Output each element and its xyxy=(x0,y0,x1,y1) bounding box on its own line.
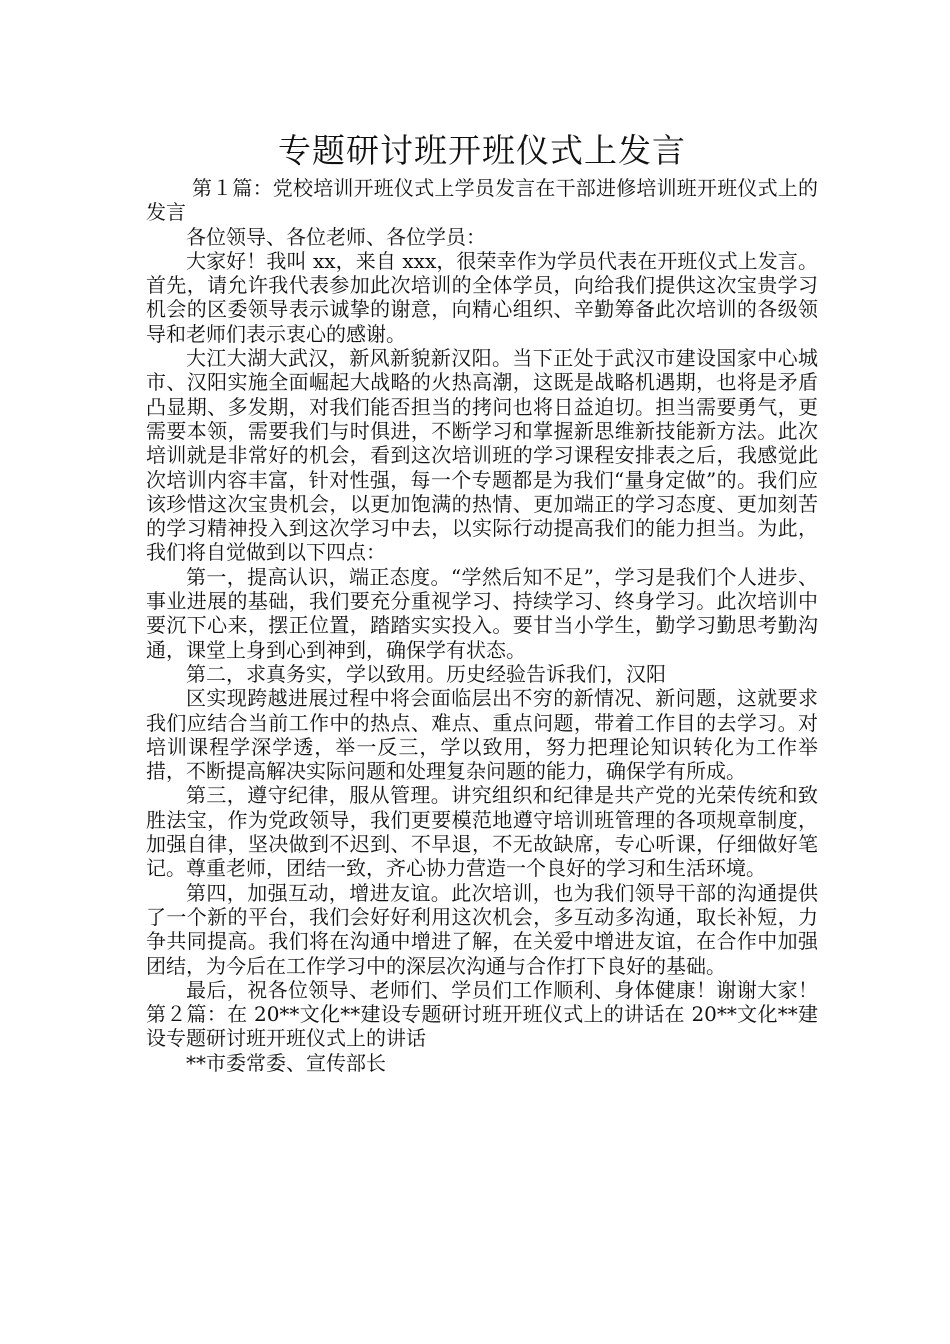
paragraph-speaker: **市委常委、宣传部长 xyxy=(186,1050,386,1075)
paragraph-greeting: 各位领导、各位老师、各位学员： xyxy=(186,224,486,249)
paragraph-point-one: 第一，提高认识，端正态度。“学然后知不足”，学习是我们个人进步、事业进展的基础，我们要充分重视学习、持续学习、终身学习。此次培训中要沉下心来，摆正位置，踏踏实实投入。要甘当小学生，勤学习勤思考勤沟通，课堂上身到心到神到，确保学有状态。 xyxy=(146,564,818,662)
paragraph-context: 大江大湖大武汉，新风新貌新汉阳。当下正处于武汉市建设国家中心城市、汉阳实施全面崛起大战略的火热高潮，这既是战略机遇期，也将是矛盾凸显期、多发期，对我们能否担当的拷问也将日益迫切。担当需要勇气，更需要本领，需要我们与时俱进，不断学习和掌握新思维新技能新方法。此次培训就是非常好的机会，看到这次培训班的学习课程安排表之后，我感觉此次培训内容丰富，针对性强，每一个专题都是为我们“量身定做”的。我们应该珍惜这次宝贵机会，以更加饱满的热情、更加端正的学习态度、更加刻苦的学习精神投入到这次学习中去，以实际行动提高我们的能力担当。为此，我们将自觉做到以下四点： xyxy=(146,346,818,565)
paragraph-intro: 大家好！我叫 xx，来自 xxx，很荣幸作为学员代表在开班仪式上发言。首先，请允许我代表参加此次培训的全体学员，向给我们提供这次宝贵学习机会的区委领导表示诚挚的谢意，向精心组织、辛勤筹备此次培训的各级领导和老师们表示衷心的感谢。 xyxy=(146,248,818,346)
paragraph-closing: 最后，祝各位领导、老师们、学员们工作顺利、身体健康！谢谢大家！第２篇：在 20**文化**建设专题研讨班开班仪式上的讲话在 20**文化**建设专题研讨班开班仪式上的讲话 xyxy=(146,977,818,1051)
paragraph-point-three: 第三，遵守纪律，服从管理。讲究组织和纪律是共产党的光荣传统和致胜法宝，作为党政领导，我们更要模范地遵守培训班管理的各项规章制度，加强自律，坚决做到不迟到、不早退，不无故缺席，专心听课，仔细做好笔记。尊重老师，团结一致，齐心协力营造一个良好的学习和生活环境。 xyxy=(146,783,818,881)
paragraph-point-two: 第二，求真务实，学以致用。历史经验告诉我们，汉阳 xyxy=(186,661,666,686)
document-page xyxy=(146,128,818,1075)
paragraph-point-four: 第四，加强互动，增进友谊。此次培训，也为我们领导干部的沟通提供了一个新的平台，我们会好好利用这次机会，多互动多沟通，取长补短，力争共同提高。我们将在沟通中增进了解，在关爱中增进友谊，在合作中加强团结，为今后在工作学习中的深层次沟通与合作打下良好的基础。 xyxy=(146,880,818,978)
paragraph-point-two-cont: 区实现跨越进展过程中将会面临层出不穷的新情况、新问题，这就要求我们应结合当前工作中的热点、难点、重点问题，带着工作目的去学习。对培训课程学深学透，举一反三，学以致用，努力把理论知识转化为工作举措，不断提高解决实际问题和处理复杂问题的能力，确保学有所成。 xyxy=(146,686,818,784)
document-title: 专题研讨班开班仪式上发言 xyxy=(278,131,686,170)
paragraph-heading: 第１篇：党校培训开班仪式上学员发言在干部进修培训班开班仪式上的发言 xyxy=(146,176,818,225)
